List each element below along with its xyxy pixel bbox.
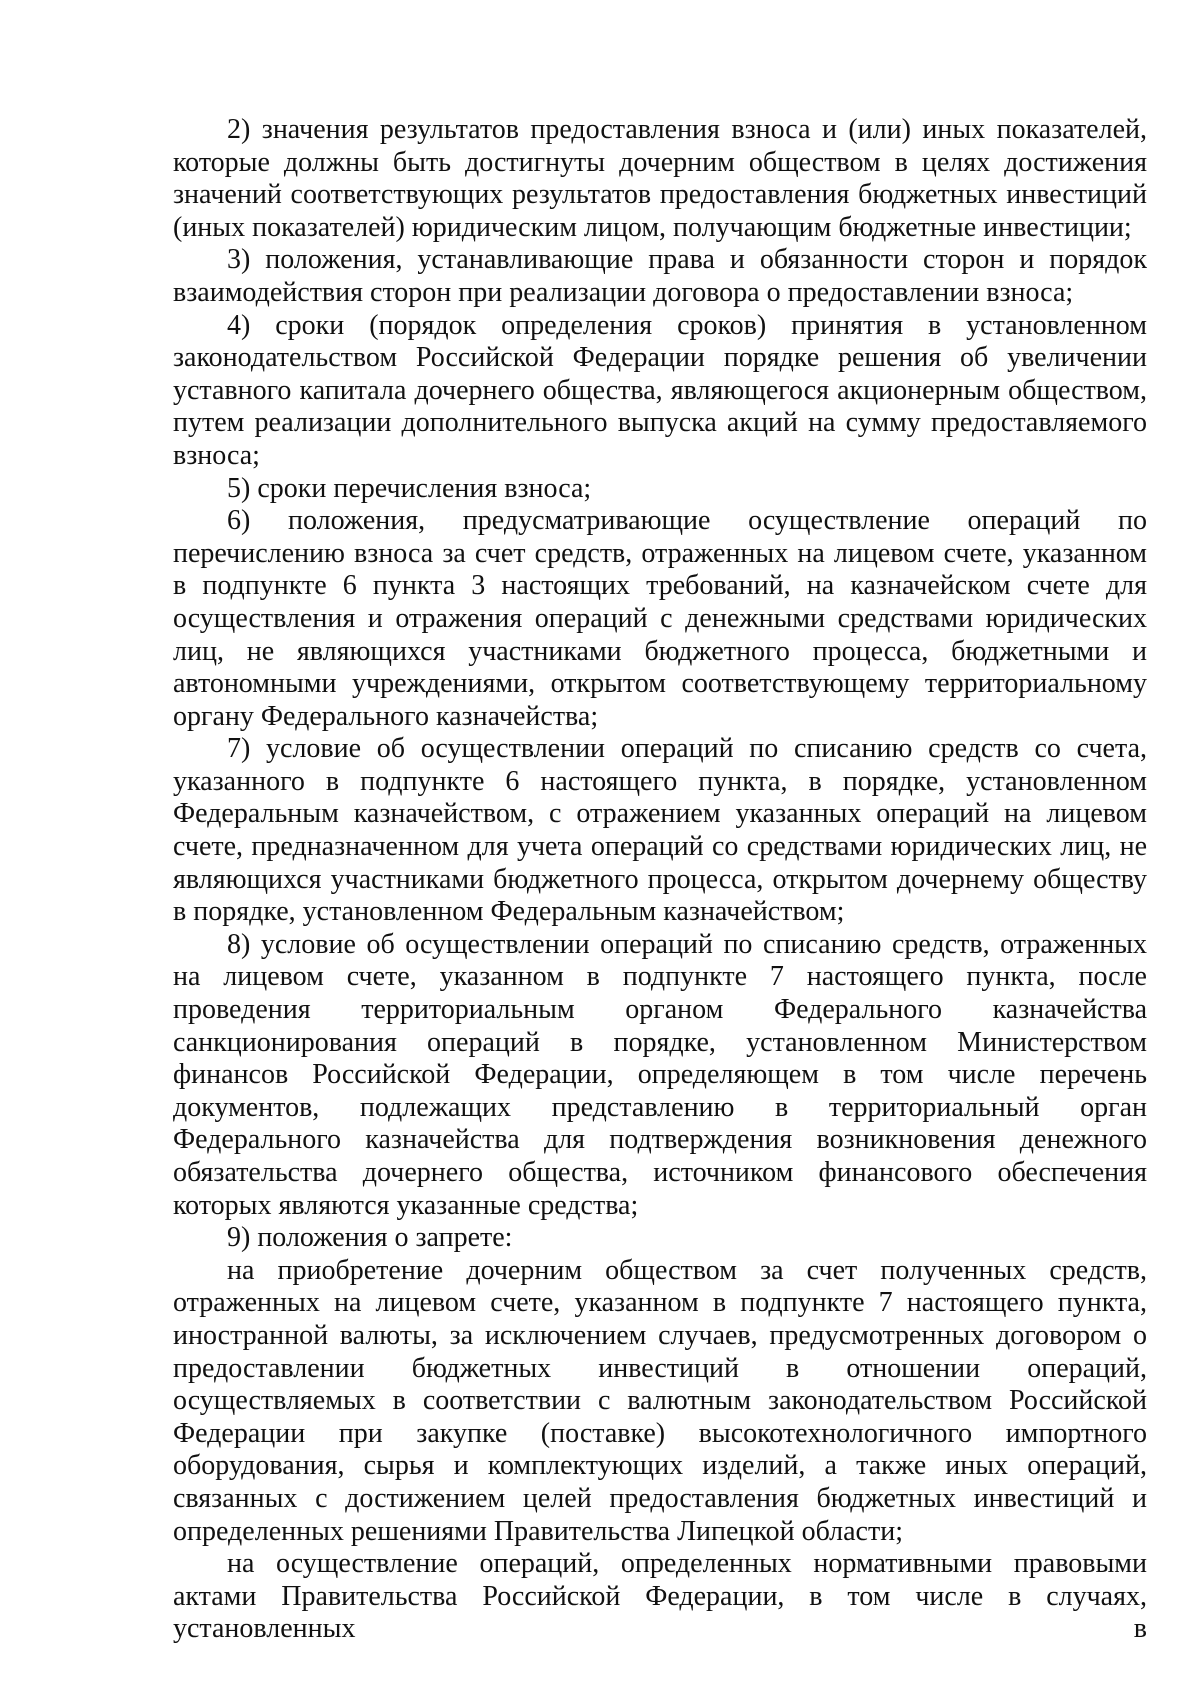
- paragraph-item-3: 3) положения, устанавливающие права и обязанности сторон и порядок взаимодействия сторон при реализации договора о предоставлении взноса;: [173, 244, 1147, 308]
- paragraph-item-6: 6) положения, предусматривающие осуществление операций по перечислению взноса за счет средств, отраженных на лицевом счете, указанном в подпункте 6 пункта 3 настоящих требований, на казначейском счете для осуществления и отражения операций с денежными средствами юридических лиц, не являющихся участниками бюджетного процесса, бюджетными и автономными учреждениями, открытом соответствующему территориальному органу Федерального казначейства;: [173, 505, 1147, 732]
- paragraph-prohibition-operations: на осуществление операций, определенных нормативными правовыми актами Правительства Российской Федерации, в том числе в случаях, установленных в: [173, 1548, 1147, 1645]
- paragraph-item-8: 8) условие об осуществлении операций по списанию средств, отраженных на лицевом счете, указанном в подпункте 7 настоящего пункта, после проведения территориальным органом Федерального казначейства санкционирования операций в порядке, установленном Министерством финансов Российской Федерации, определяющем в том числе перечень документов, подлежащих представлению в территориальный орган Федерального казначейства для подтверждения возникновения денежного обязательства дочернего общества, источником финансового обеспечения которых являются указанные средства;: [173, 928, 1147, 1221]
- document-body: [173, 114, 1147, 1646]
- paragraph-prohibition-currency: на приобретение дочерним обществом за счет полученных средств, отраженных на лицевом счете, указанном в подпункте 7 настоящего пункта, иностранной валюты, за исключением случаев, предусмотренных договором о предоставлении бюджетных инвестиций в отношении операций, осуществляемых в соответствии с валютным законодательством Российской Федерации при закупке (поставке) высокотехнологичного импортного оборудования, сырья и комплектующих изделий, а также иных операций, связанных с достижением целей предоставления бюджетных инвестиций и определенных решениями Правительства Липецкой области;: [173, 1254, 1147, 1547]
- paragraph-item-2: 2) значения результатов предоставления взноса и (или) иных показателей, которые должны быть достигнуты дочерним обществом в целях достижения значений соответствующих результатов предоставления бюджетных инвестиций (иных показателей) юридическим лицом, получающим бюджетные инвестиции;: [173, 114, 1147, 243]
- paragraph-item-7: 7) условие об осуществлении операций по списанию средств со счета, указанного в подпункте 6 настоящего пункта, в порядке, установленном Федеральным казначейством, с отражением указанных операций на лицевом счете, предназначенном для учета операций со средствами юридических лиц, не являющихся участниками бюджетного процесса, открытом дочернему обществу в порядке, установленном Федеральным казначейством;: [173, 733, 1147, 928]
- paragraph-item-4: 4) сроки (порядок определения сроков) принятия в установленном законодательством Российской Федерации порядке решения об увеличении уставного капитала дочернего общества, являющегося акционерным обществом, путем реализации дополнительного выпуска акций на сумму предоставляемого взноса;: [173, 309, 1147, 471]
- paragraph-item-9: 9) положения о запрете:: [227, 1222, 513, 1254]
- paragraph-item-5: 5) сроки перечисления взноса;: [227, 472, 592, 504]
